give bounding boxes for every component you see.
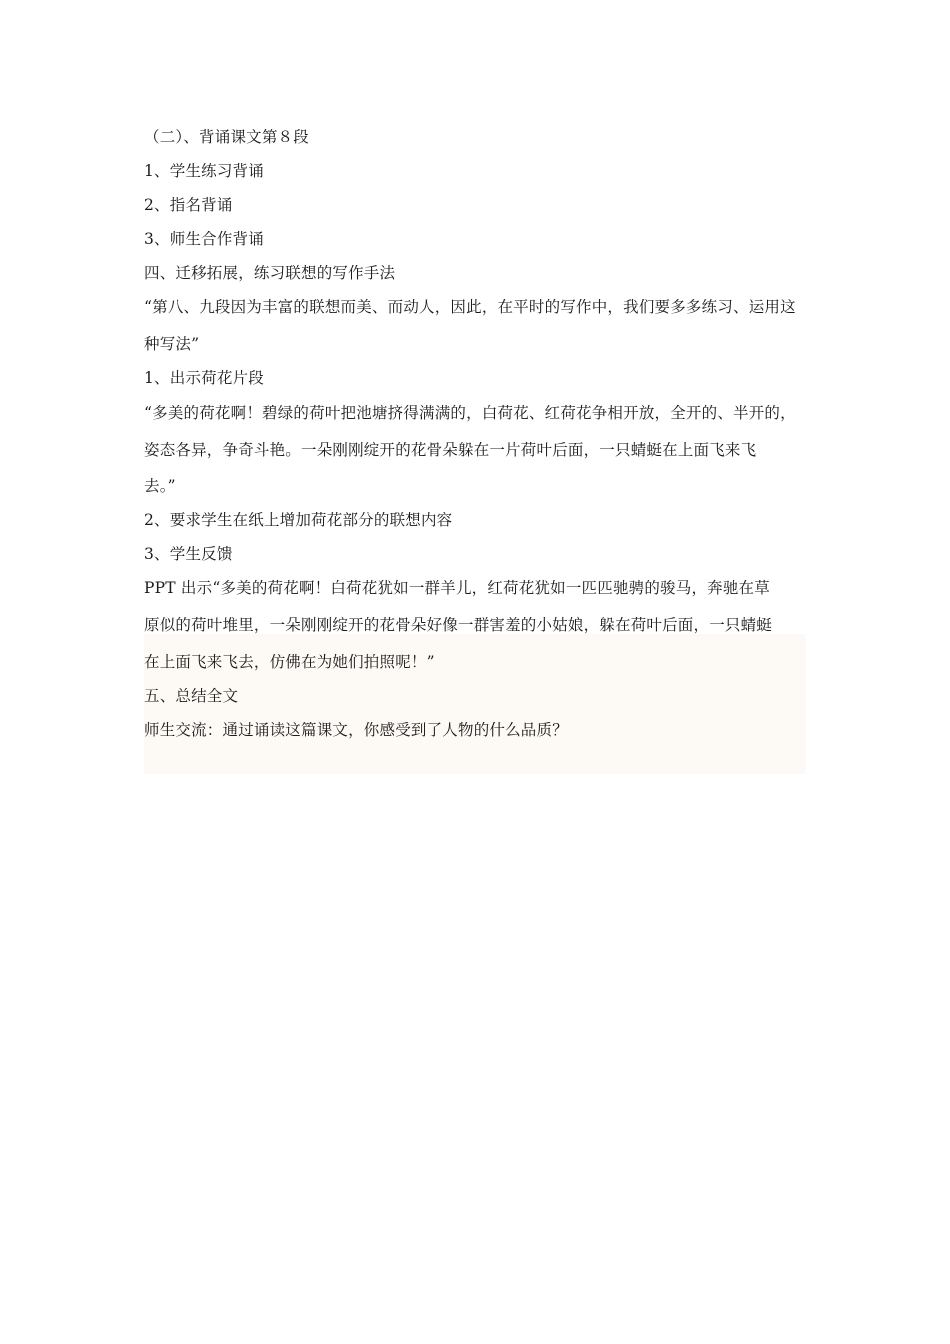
- paragraph-line: PPT 出示“多美的荷花啊！白荷花犹如一群羊儿，红荷花犹如一匹匹驰骋的骏马，奔驰在草: [144, 579, 770, 597]
- list-item: 3、师生合作背诵: [144, 230, 264, 248]
- paragraph-line: 姿态各异，争奇斗艳。一朵刚刚绽开的花骨朵躲在一片荷叶后面，一只蜻蜓在上面飞来飞: [144, 441, 757, 459]
- paragraph-line: “多美的荷花啊！碧绿的荷叶把池塘挤得满满的，白荷花、红荷花争相开放，全开的、半开的，: [144, 404, 796, 422]
- paragraph-line: 种写法”: [144, 335, 200, 353]
- paragraph-line: 去。”: [144, 477, 176, 495]
- section-heading-summary: 五、总结全文: [144, 687, 239, 705]
- list-item: 1、学生练习背诵: [144, 162, 264, 180]
- paragraph-line: “第八、九段因为丰富的联想而美、而动人，因此，在平时的写作中，我们要多多练习、运用这: [144, 298, 796, 316]
- section-heading-recite: （二）、背诵课文第８段: [144, 128, 309, 146]
- list-item: 2、指名背诵: [144, 196, 233, 214]
- paragraph-line: 原似的荷叶堆里，一朵刚刚绽开的花骨朵好像一群害羞的小姑娘，躲在荷叶后面，一只蜻蜓: [144, 616, 773, 634]
- paragraph-line: 师生交流：通过诵读这篇课文，你感受到了人物的什么品质？: [144, 721, 568, 739]
- paragraph-line: 在上面飞来飞去，仿佛在为她们拍照呢！”: [144, 653, 435, 671]
- list-item: 1、出示荷花片段: [144, 369, 264, 387]
- section-heading-extension: 四、迁移拓展，练习联想的写作手法: [144, 264, 396, 282]
- list-item: 2、要求学生在纸上增加荷花部分的联想内容: [144, 511, 453, 529]
- list-item: 3、学生反馈: [144, 545, 233, 563]
